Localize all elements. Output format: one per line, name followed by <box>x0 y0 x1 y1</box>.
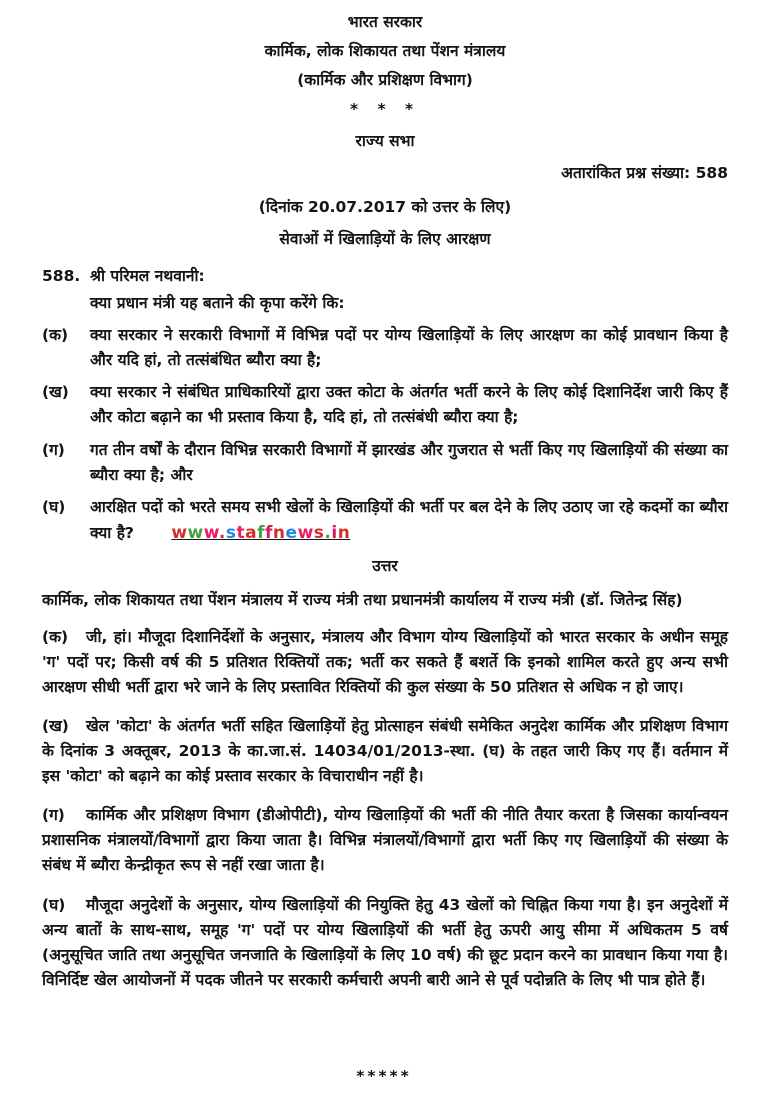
header-department: (कार्मिक और प्रशिक्षण विभाग) <box>297 71 473 90</box>
answer-item-ka <box>42 625 728 700</box>
question-item-label: (ग) <box>42 440 65 459</box>
header-house: राज्य सभा <box>355 132 415 151</box>
question-number-line: अतारांकित प्रश्न संख्या: 588 <box>561 163 728 182</box>
question-item-text: क्या सरकार ने संबंधित प्राधिकारियों द्वारा उक्त कोटा के अंतर्गत भर्ती करने के लिए कोई दिशानिर्देश जारी किए हैं और कोटा बढ़ाने का भी प्रस्ताव किया है, यदि हां, तो तत्संबंधी ब्यौरा क्या है; <box>90 383 728 427</box>
answer-item-text: मौजूदा अनुदेशों के अनुसार, योग्य खिलाड़ियों की नियुक्ति हेतु 43 खेलों को चिह्नित किया गया है। इन अनुदेशों में अन्य बातों के साथ-साथ, समूह 'ग' पदों पर योग्य खिलाड़ियों की भर्ती हेतु ऊपरी आयु सीमा में अधिकतम 5 वर्ष (अनुसूचित जाति तथा अनुसूचित जनजाति के खिलाड़ियों के लिए 10 वर्ष) की छूट प्रदान करने का प्रावधान किया गया है। विनिर्दिष्ट खेल आयोजनों में पदक जीतने पर सरकारी कर्मचारी अपनी बारी आने से पूर्व पदोन्नति के लिए भी पात्र होते हैं। <box>42 895 728 989</box>
question-intro: क्या प्रधान मंत्री यह बताने की कृपा करेंगे कि: <box>90 293 345 312</box>
question-item-label: (क) <box>42 326 69 345</box>
answer-item-ga <box>42 803 728 878</box>
answer-item-kha <box>42 714 728 789</box>
answer-item-label: (ख) <box>42 716 69 735</box>
question-item-text-content: आरक्षित पदों को भरते समय सभी खेलों के खिलाड़ियों की भर्ती पर बल देने के लिए उठाए जा रहे कदमों का ब्यौरा क्या है? <box>90 497 728 542</box>
header-government: भारत सरकार <box>347 13 423 31</box>
question-item-label: (घ) <box>42 497 66 516</box>
staffnews-watermark: www.staffnews.in <box>171 522 351 543</box>
answer-date-line: (दिनांक 20.07.2017 को उत्तर के लिए) <box>258 197 512 216</box>
answer-item-label: (क) <box>42 627 69 646</box>
question-item-ka <box>42 323 728 373</box>
document-subject: सेवाओं में खिलाड़ियों के लिए आरक्षण <box>279 229 491 248</box>
answer-item-gha <box>42 893 728 993</box>
answer-item-text: जी, हां। मौजूदा दिशानिर्देशों के अनुसार, मंत्रालय और विभाग योग्य खिलाड़ियों को भारत सरकार के अधीन समूह 'ग' पदों पर; किसी वर्ष की 5 प्रतिशत रिक्तियों तक; भर्ती कर सकते हैं बशर्ते कि इनको शामिल करते हुए अन्य सभी आरक्षण सीधी भर्ती द्वारा भरे जाने के लिए प्रस्तावित रिक्तियों की कुल संख्या के 50 प्रतिशत से अधिक न हो जाए। <box>42 627 728 696</box>
question-number: 588. <box>42 266 81 285</box>
question-item-text: क्या सरकार ने सरकारी विभागों में विभिन्न पदों पर योग्य खिलाड़ियों के लिए आरक्षण का कोई प्रावधान किया है और यदि हां, तो तत्संबंधित ब्यौरा क्या है; <box>90 326 728 370</box>
header-separator-stars: * * * <box>349 100 421 119</box>
document-end-marks: ***** <box>356 1066 412 1085</box>
answer-item-text: कार्मिक और प्रशिक्षण विभाग (डीओपीटी), योग्य खिलाड़ियों की भर्ती की नीति तैयार करता है जिसका कार्यान्वयन प्रशासनिक मंत्रालयों/विभागों द्वारा किया जाता है। विभिन्न मंत्रालयों/विभागों द्वारा भर्ती किए गए खिलाड़ियों की संख्या के संबंध में ब्यौरा केन्द्रीकृत रूप से नहीं रखा जाता है। <box>42 806 728 875</box>
answer-item-text: खेल 'कोटा' के अंतर्गत भर्ती सहित खिलाड़ियों हेतु प्रोत्साहन संबंधी समेकित अनुदेश कार्मिक और प्रशिक्षण विभाग के दिनांक 3 अक्तूबर, 2013 के का.जा.सं. 14034/01/2013-स्था. (घ) के तहत जारी किए गए हैं। वर्तमान में इस 'कोटा' को बढ़ाने का कोई प्रस्ताव सरकार के विचाराधीन नहीं है। <box>42 716 728 786</box>
question-asker: श्री परिमल नथवानी: <box>90 266 205 285</box>
answer-item-label: (घ) <box>42 895 66 914</box>
question-item-text <box>90 495 728 548</box>
question-item-text: गत तीन वर्षों के दौरान विभिन्न सरकारी विभागों में झारखंड और गुजरात से भर्ती किए गए खिलाड़ियों की संख्या का ब्यौरा क्या है; और <box>90 440 728 484</box>
question-item-kha <box>42 380 728 430</box>
question-item-label: (ख) <box>42 383 69 402</box>
question-item-gha <box>42 495 728 548</box>
question-header <box>42 264 728 289</box>
answer-item-label: (ग) <box>42 806 65 825</box>
header-ministry: कार्मिक, लोक शिकायत तथा पेंशन मंत्रालय <box>264 42 506 61</box>
question-item-ga <box>42 438 728 488</box>
answer-minister-line: कार्मिक, लोक शिकायत तथा पेंशन मंत्रालय में राज्य मंत्री तथा प्रधानमंत्री कार्यालय में राज्य मंत्री (डॉ. जितेन्द्र सिंह) <box>42 590 683 609</box>
answer-heading: उत्तर <box>372 557 398 576</box>
